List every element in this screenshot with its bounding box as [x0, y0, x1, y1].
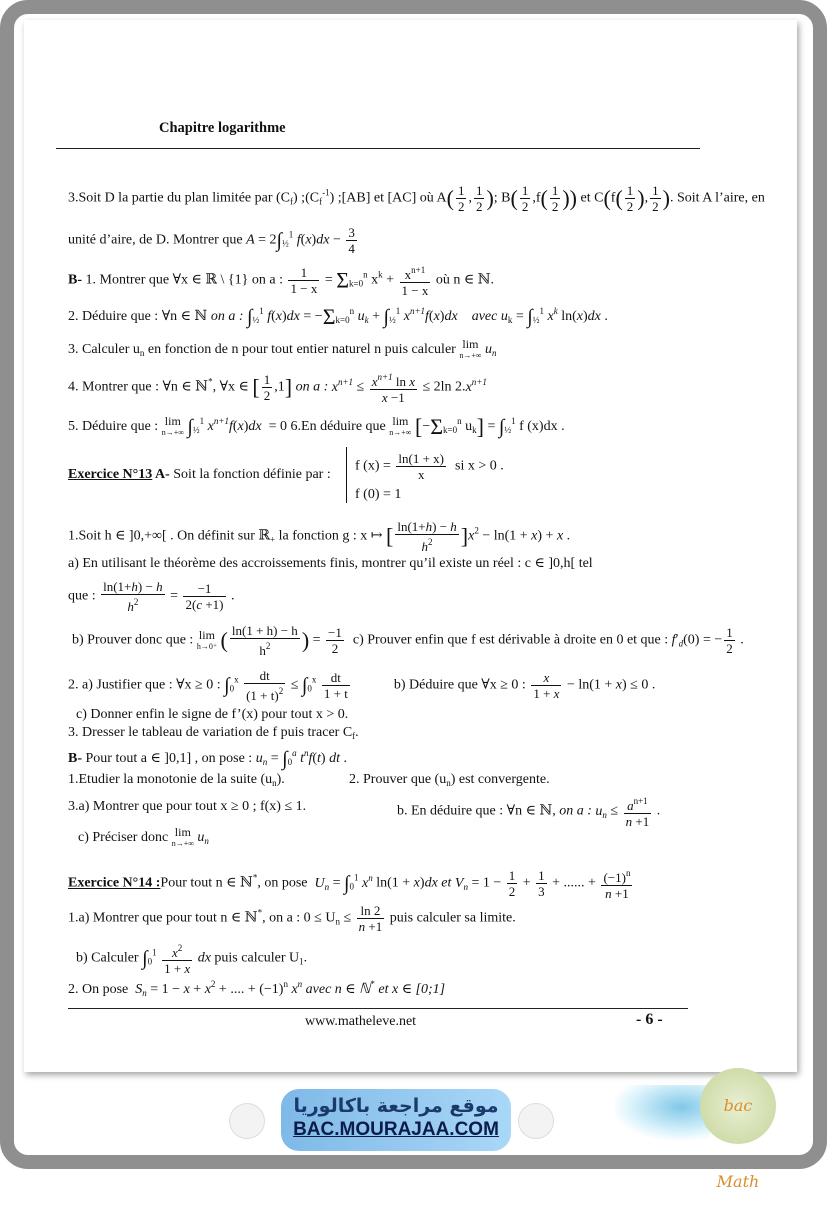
footer-url[interactable]: www.matheleve.net [305, 1014, 417, 1029]
line-1b-calculer: b) Calculer $\int_0^1$ $\frac{x^2}{1 + x}$ dx puis calculer $U_1$. [76, 943, 308, 976]
bac-math-logo: bac Math [700, 1068, 776, 1144]
exercise-13-heading: Exercice N°13 A- Soit la fonction définie par : [68, 467, 331, 482]
banner-site-link[interactable]: BAC.MOURAJAA.COM [293, 1119, 499, 1140]
banner-arabic-text: موقع مراجعة باكالوريا [293, 1095, 499, 1117]
definition-case-2: f (0) = 1 [355, 487, 402, 502]
line-3-tableau: 3. Dresser le tableau de variation de f puis tracer $C_f$. [68, 725, 359, 741]
line-2-on-pose: 2. On pose $S_n = 1 - x + x^2$ + .... + $(-1)^n$ $x^n$ avec n ∈ ℕ* et x ∈ [0;1] [68, 979, 446, 998]
line-b-prouver: b) Prouver donc que : lim h→0⁺ ( $\frac{\ln(1 + h) - h}{h^2}$ ) = $\frac{-1}{2}$ c) Prouver enfin que f est dérivable à droite en 0 et que : $f'_d(0)$ = − $\frac{1}{2}$ . [72, 623, 744, 658]
left-badge-icon [229, 1103, 265, 1139]
line-monotonie: 1.Etudier la monotonie de la suite $(u_n)$. [68, 772, 285, 788]
system-brace [346, 447, 355, 503]
line-B-suite: B- Pour tout a ∈ ]0,1] , on pose : $u_n = \int_0^a$ $t^nf(t)$ dt . [68, 747, 347, 770]
line-3: 3.Soit D la partie du plan limitée par $(C_f)$ $;(C_f^{-1})$ ;[AB] et [AC] où A( $\frac{1}{2}$ , $\frac{1}{2}$ ); B( $\frac{1}{2}$ ,f( $\frac{1}{2}$ )) et C(f( $\frac{1}{2}$ ), $\frac{1}{2}$ ). Soit A l’aire, en [68, 183, 765, 214]
line-b2: 2. Déduire que : ∀n ∈ ℕ on a : $\int_{\frac{1}{2}}^1$ $f(x)dx = -\Sigma_{k=0}^n$ $u_k + \int_{\frac{1}{2}}^1$ $x^{n+1}f(x)dx$ avec $u_k = \int_{\frac{1}{2}}^1$ $x^k$ ln(x)dx . [68, 303, 608, 329]
exercise-14-heading: Exercice N°14 :Pour tout n ∈ ℕ*, on pose $U_n = \int_0^1$ $x^n$ ln(1 + x)dx et $V_n = 1$ − $\frac{1}{2}$ + $\frac{1}{3}$ + ...... + $\frac{(-1)^n}{n +1}$ [68, 868, 631, 901]
right-badge-icon [518, 1103, 554, 1139]
line-a-taf: a) En utilisant le théorème des accroissements finis, montrer qu’il existe un réel : c ∈ ]0,h[ tel [68, 556, 593, 571]
line-que: que : $\frac{\ln(1+h) - h}{h^2}$ = $\frac{-1}{2(c +1)}$ . [68, 579, 235, 614]
chapter-title: Chapitre logarithme [159, 120, 286, 136]
site-banner[interactable] [281, 1089, 511, 1151]
header-rule [56, 148, 700, 149]
line-b4: 4. Montrer que : ∀n ∈ ℕ*, ∀x ∈ [ $\frac{1}{2}$ ,1] on a : $x^{n+1}$ ≤ $\frac{x^{n+1} \ln x}{x -1}$ ≤ 2ln $2.x^{n+1}$ [68, 372, 487, 405]
paint-splash-decoration [615, 1085, 710, 1140]
line-b3: 3. Calculer $u_n$ en fonction de n pour tout entier naturel n puis calculer lim n→+∞ $u_n$ [68, 337, 497, 360]
line-c-signe: c) Donner enfin le signe de f’(x) pour tout x > 0. [76, 707, 349, 722]
line-b5: 5. Déduire que : lim n→+∞ $\int_{\frac{1}{2}}^1$ $x^{n+1}f(x)dx = 0$ 6.En déduire que lim n→+∞ [$-\Sigma_{k=0}^n$ $u_k] = \int_{\frac{1}{2}}^1$ f (x)dx . [68, 413, 565, 439]
footer-rule [68, 1008, 688, 1009]
line-1-soit-h: 1.Soit h ∈ ]0,+∞[ . On définit sur ℝ$_+$ la fonction g : x ↦ [ $\frac{\ln(1+h) - h}{h^2}$ ]$x^2 - \ln(1 + x) + x$ . [68, 519, 571, 554]
line-1a-montrer: 1.a) Montrer que pour tout n ∈ ℕ*, on a : $0 \le U_n$ ≤ $\frac{\ln 2}{n +1}$ puis calculer sa limite. [68, 903, 516, 934]
page-number: - 6 - [636, 1011, 663, 1028]
line-3b-deduire: b. En déduire que : ∀n ∈ ℕ, on a : $u_n$ ≤ $\frac{a^{n+1}}{n +1}$ . [397, 796, 661, 829]
line-convergente: 2. Prouver que $(u_n)$ est convergente. [349, 772, 550, 788]
definition-case-1: f (x) = $\frac{\ln(1 + x)}{x}$ si x > 0 . [355, 451, 504, 482]
line-3a-montrer: 3.a) Montrer que pour tout x ≥ 0 ; f(x) ≤ 1. [68, 799, 307, 814]
line-b1: B- 1. Montrer que ∀x ∈ ℝ \ {1} on a : $\frac{1}{1 - x}$ = $\Sigma_{k=0}^n$ $x^k$ + $\frac{x^{n+1}}{1 - x}$ où n ∈ ℕ. [68, 265, 495, 298]
line-c-preciser: c) Préciser donc lim n→+∞ $u_n$ [78, 825, 209, 848]
line-3-area: unité d’aire, de D. Montrer que $A = 2\int_{\frac{1}{2}}^1$ f(x)dx − $\frac{3}{4}$ [68, 225, 355, 256]
line-2-justifier: 2. a) Justifier que : ∀x ≥ 0 : $\int_0^x$ $\frac{dt}{(1 + t)^2}$ ≤ $\int_0^x$ $\frac{dt}{1 + t}$ b) Déduire que ∀x ≥ 0 : $\frac{x}{1 + x}$ − ln(1 + x) ≤ 0 . [68, 668, 656, 703]
